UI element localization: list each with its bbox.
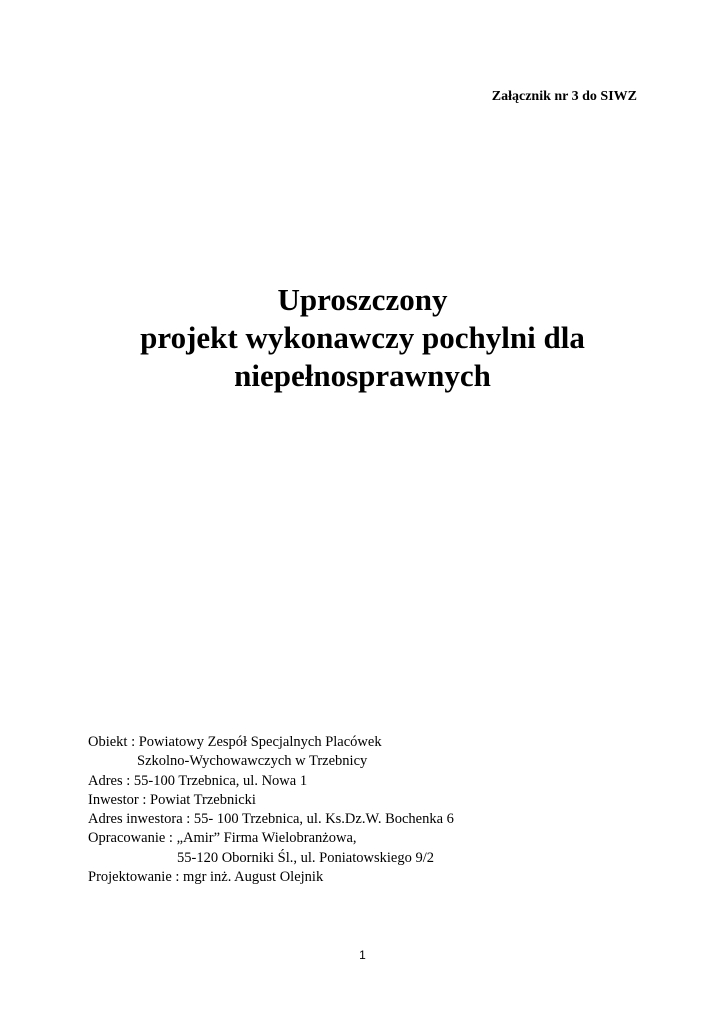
object-line-1: Obiekt : Powiatowy Zespół Specjalnych Placówek	[88, 734, 382, 750]
title-line-3: niepełnosprawnych	[234, 358, 491, 393]
project-info-block	[88, 733, 454, 887]
page-number: 1	[359, 948, 366, 962]
prepared-by-line-1: Opracowanie : „Amir” Firma Wielobranżowa,	[88, 830, 357, 847]
document-title	[0, 281, 725, 395]
prepared-by-line-2: 55-120 Oborniki Śl., ul. Poniatowskiego 9/2	[177, 849, 434, 866]
designer-line: Projektowanie : mgr inż. August Olejnik	[88, 869, 324, 886]
address-line: Adres : 55-100 Trzebnica, ul. Nowa 1	[88, 772, 308, 789]
title-line-2: projekt wykonawczy pochylni dla	[140, 320, 585, 355]
object-line-2: Szkolno-Wychowawczych w Trzebnicy	[137, 753, 368, 770]
investor-address-line: Adres inwestora : 55- 100 Trzebnica, ul. Ks.Dz.W. Bochenka 6	[88, 811, 454, 828]
annex-label: Załącznik nr 3 do SIWZ	[491, 89, 637, 104]
investor-line: Inwestor : Powiat Trzebnicki	[88, 791, 256, 808]
title-line-1: Uproszczony	[277, 282, 448, 317]
